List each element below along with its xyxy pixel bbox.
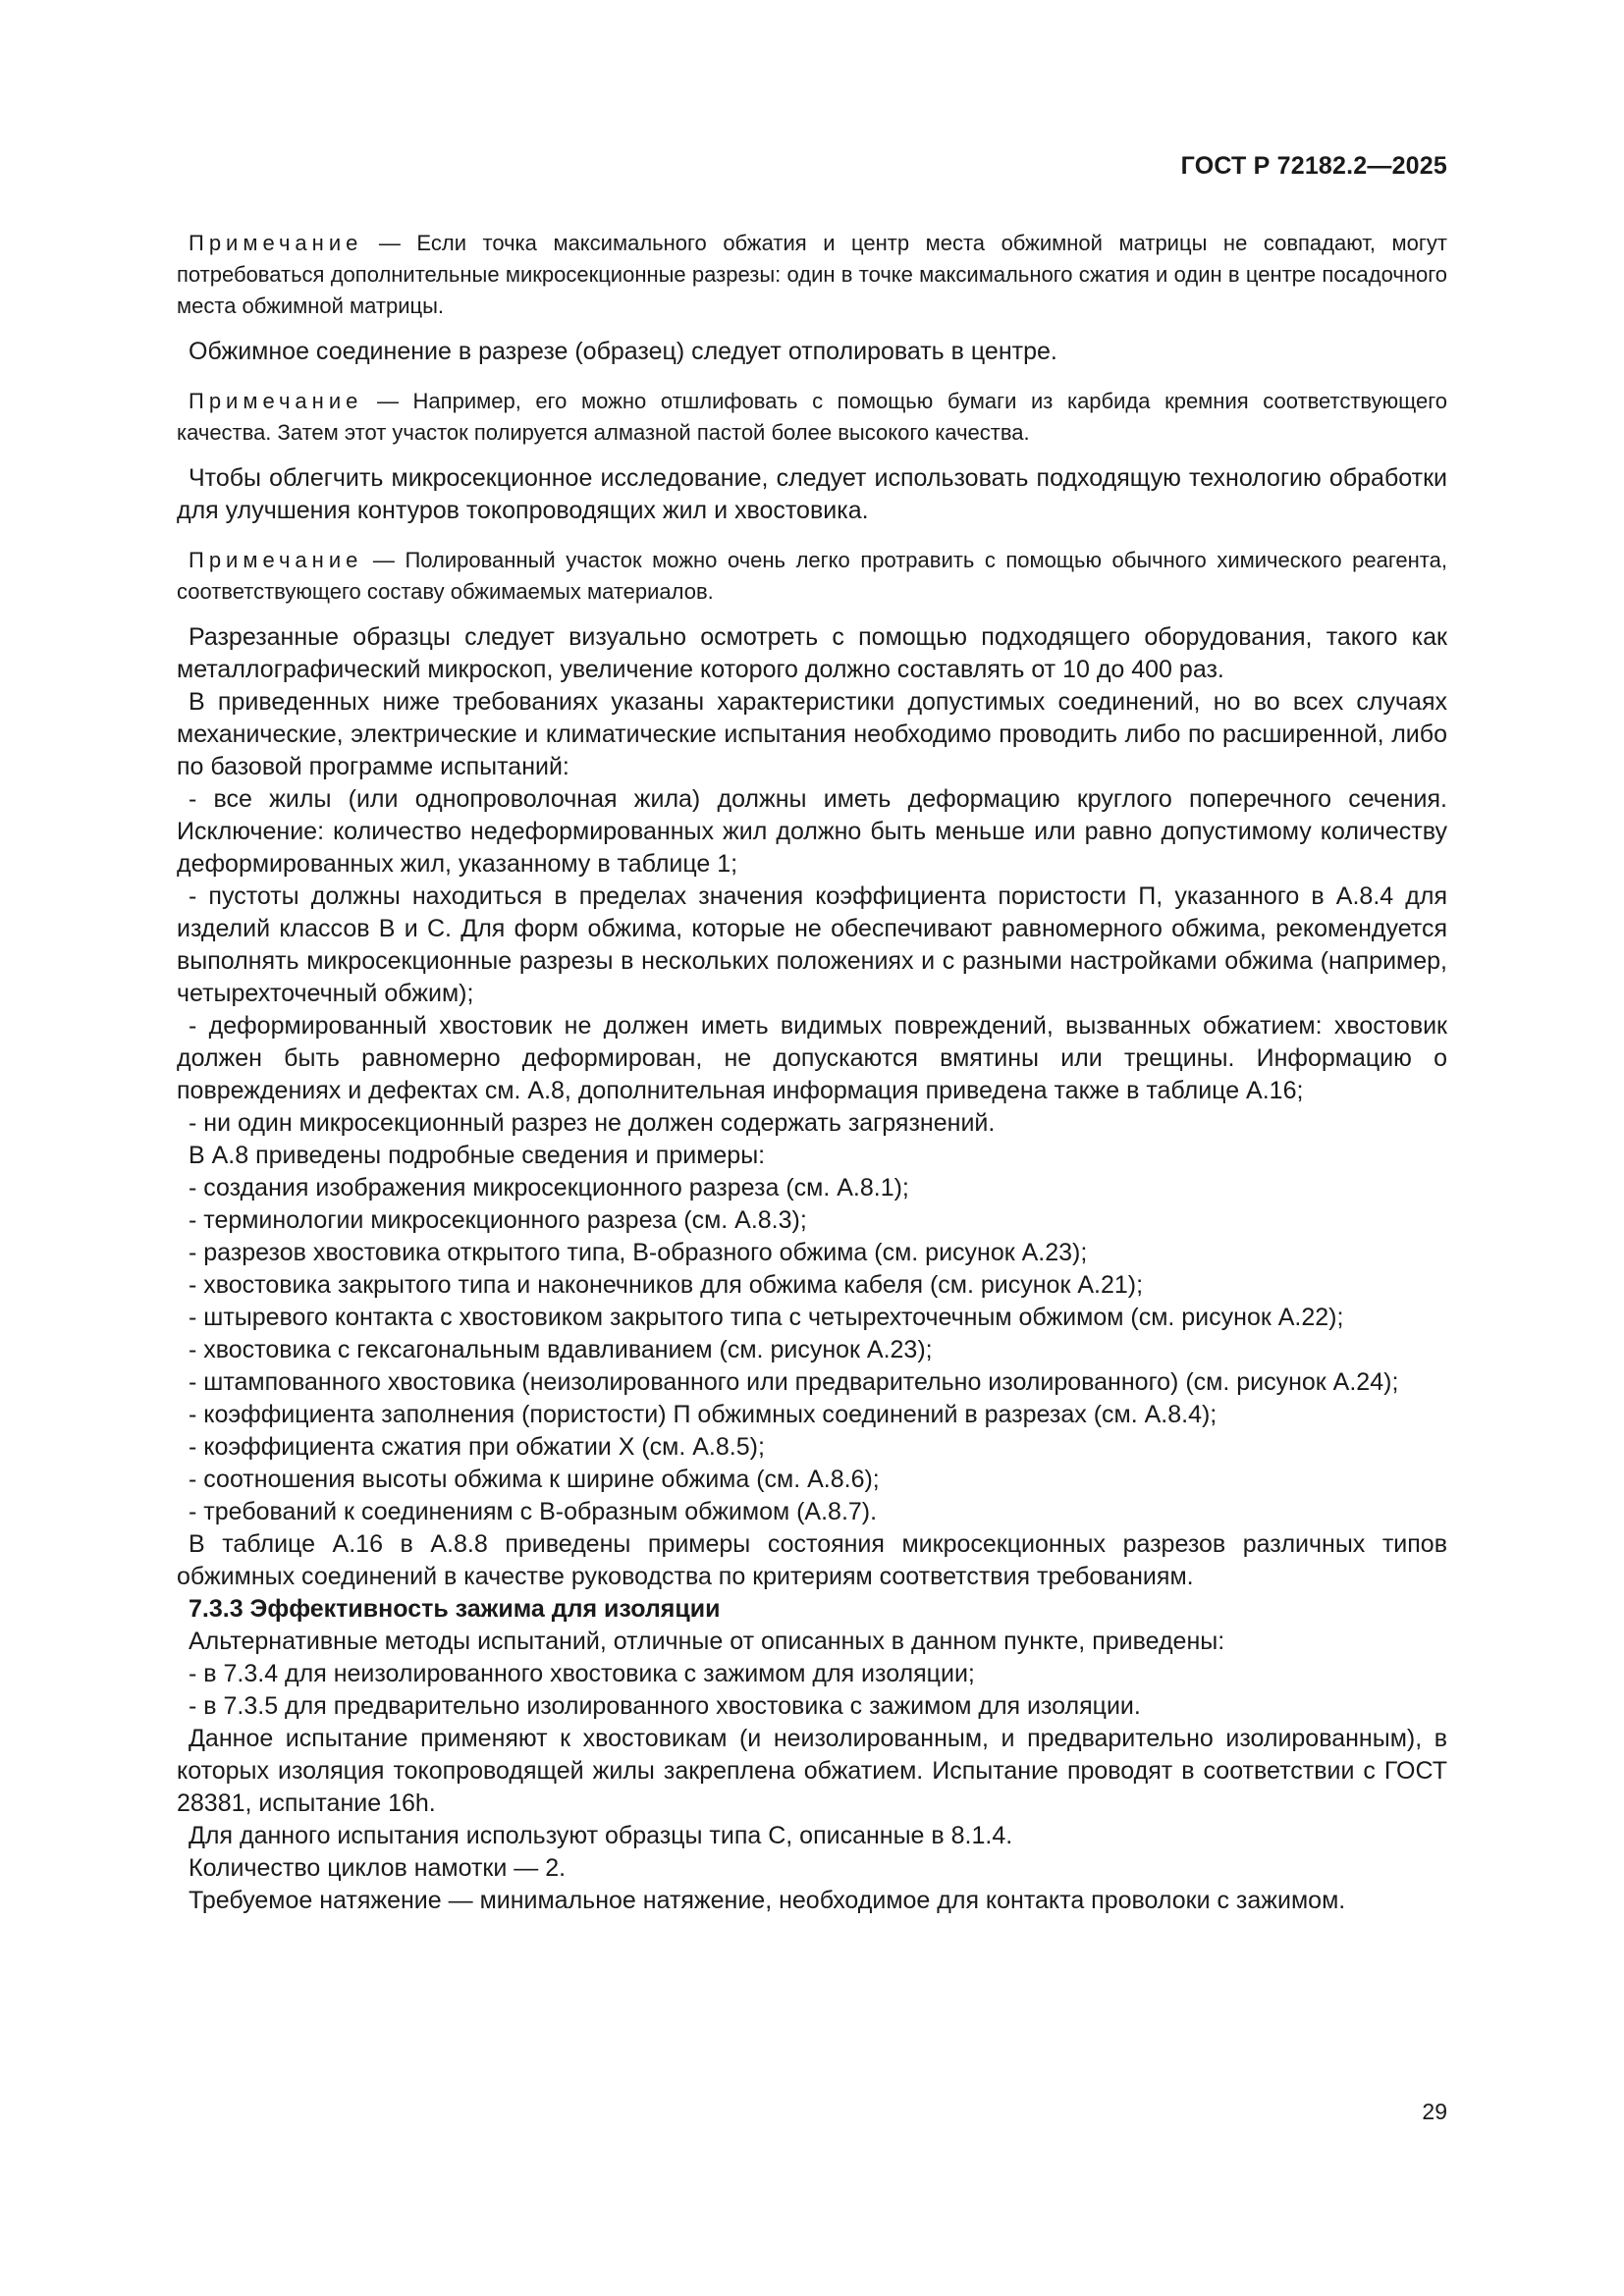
- note-2: [177, 386, 1447, 449]
- paragraph: Чтобы облегчить микросекционное исследование, следует использовать подходящую технологию обработки для улучшения контуров токопроводящих жил и хвостовика.: [177, 464, 1447, 524]
- paragraph: Обжимное соединение в разрезе (образец) следует отполировать в центре.: [189, 338, 1057, 365]
- list-item: - пустоты должны находиться в пределах значения коэффициента пористости П, указанного в А.8.4 для изделий классов В и С. Для форм обжима, которые не обеспечивают равномерного обжима, рекомендуется выполнять микросекционные разрезы в нескольких положениях и с разными настройками обжима (например, четырехточечный обжим);: [177, 882, 1447, 1007]
- paragraph: В приведенных ниже требованиях указаны характеристики допустимых соединений, но во всех случаях механические, электрические и климатические испытания необходимо проводить либо по расширенной, либо по базовой программе испытаний:: [177, 688, 1447, 780]
- list-item: - штампованного хвостовика (неизолированного или предварительно изолированного) (см. рисунок А.24);: [189, 1368, 1399, 1396]
- list-item: - создания изображения микросекционного разреза (см. А.8.1);: [189, 1174, 909, 1201]
- note-text: — Полированный участок можно очень легко протравить с помощью обычного химического реагента, соответствующего составу обжимаемых материалов.: [177, 548, 1447, 604]
- paragraph: Альтернативные методы испытаний, отличные от описанных в данном пункте, приведены:: [189, 1628, 1225, 1655]
- paragraph: Количество циклов намотки — 2.: [189, 1854, 567, 1882]
- list-item: - все жилы (или однопроволочная жила) должны иметь деформацию круглого поперечного сечения. Исключение: количество недеформированных жил должно быть меньше или равно допустимому количеству деформированных жил, указанному в таблице 1;: [177, 785, 1447, 878]
- paragraph: Требуемое натяжение — минимальное натяжение, необходимое для контакта проволоки с зажимом.: [189, 1887, 1346, 1914]
- list-item: - соотношения высоты обжима к ширине обжима (см. А.8.6);: [189, 1466, 880, 1493]
- list-item: - разрезов хвостовика открытого типа, В-образного обжима (см. рисунок А.23);: [189, 1239, 1088, 1266]
- note-label: Примечание: [189, 548, 363, 572]
- list-item: - в 7.3.5 для предварительно изолированного хвостовика с зажимом для изоляции.: [189, 1692, 1141, 1720]
- paragraph: В А.8 приведены подробные сведения и примеры:: [189, 1142, 766, 1169]
- note-3: [177, 545, 1447, 608]
- list-item: - требований к соединениям с В-образным обжимом (А.8.7).: [189, 1498, 878, 1525]
- list-item: - штыревого контакта с хвостовиком закрытого типа с четырехточечным обжимом (см. рисунок А.22);: [189, 1304, 1344, 1331]
- section-heading: 7.3.3 Эффективность зажима для изоляции: [189, 1595, 721, 1623]
- list-item: - хвостовика закрытого типа и наконечников для обжима кабеля (см. рисунок А.21);: [189, 1271, 1144, 1299]
- paragraph: В таблице А.16 в А.8.8 приведены примеры состояния микросекционных разрезов различных типов обжимных соединений в качестве руководства по критериям соответствия требованиям.: [177, 1530, 1447, 1590]
- paragraph: Для данного испытания используют образцы типа С, описанные в 8.1.4.: [189, 1822, 1013, 1849]
- list-item: - деформированный хвостовик не должен иметь видимых повреждений, вызванных обжатием: хвостовик должен быть равномерно деформирован, не допускаются вмятины или трещины. Информацию о повреждениях и дефектах см. А.8, дополнительная информация приведена также в таблице А.16;: [177, 1012, 1447, 1104]
- paragraph: Данное испытание применяют к хвостовикам (и неизолированным, и предварительно изолированным), в которых изоляция токопроводящей жилы закреплена обжатием. Испытание проводят в соответствии с ГОСТ 28381, испытание 16h.: [177, 1725, 1447, 1817]
- list-item: - ни один микросекционный разрез не должен содержать загрязнений.: [189, 1109, 996, 1137]
- list-item: - хвостовика с гексагональным вдавливанием (см. рисунок А.23);: [189, 1336, 933, 1363]
- note-1: [177, 228, 1447, 322]
- list-item: - терминологии микросекционного разреза (см. А.8.3);: [189, 1206, 807, 1234]
- list-item: - в 7.3.4 для неизолированного хвостовика с зажимом для изоляции;: [189, 1660, 975, 1687]
- note-label: Примечание: [189, 231, 363, 255]
- page-number: 29: [1422, 2099, 1447, 2124]
- paragraph: Разрезанные образцы следует визуально осмотреть с помощью подходящего оборудования, такого как металлографический микроскоп, увеличение которого должно составлять от 10 до 400 раз.: [177, 623, 1447, 683]
- document-code: ГОСТ Р 72182.2—2025: [1180, 152, 1447, 180]
- note-label: Примечание: [189, 389, 363, 413]
- page-content: [177, 228, 1447, 1917]
- list-item: - коэффициента заполнения (пористости) П обжимных соединений в разрезах (см. А.8.4);: [189, 1401, 1218, 1428]
- note-text: — Если точка максимального обжатия и центр места обжимной матрицы не совпадают, могут потребоваться дополнительные микросекционные разрезы: один в точке максимального сжатия и один в центре посадочного места обжимной матрицы.: [177, 231, 1447, 318]
- list-item: - коэффициента сжатия при обжатии X (см. А.8.5);: [189, 1433, 765, 1461]
- note-text: — Например, его можно отшлифовать с помощью бумаги из карбида кремния соответствующего качества. Затем этот участок полируется алмазной пастой более высокого качества.: [177, 389, 1447, 445]
